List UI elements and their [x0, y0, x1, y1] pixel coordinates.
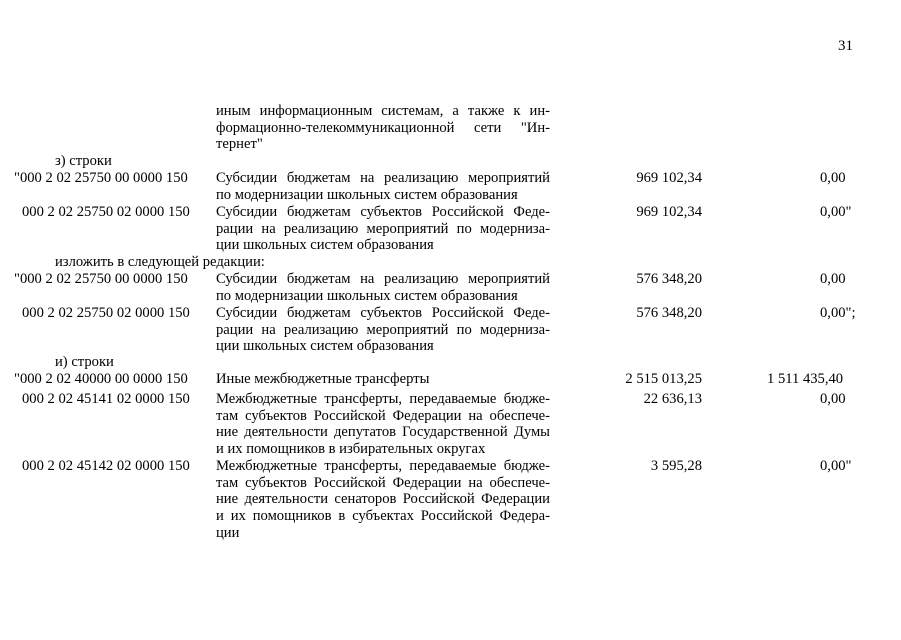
- row-description: Субсидии бюджетам на реализацию мероприятий по модернизации школьных систем образования: [216, 271, 550, 304]
- section-z-label: з) строки: [55, 153, 112, 169]
- row-value-1: 576 348,20: [636, 271, 702, 287]
- row-code: 000 2 02 25750 02 0000 150: [22, 305, 190, 321]
- row-code: "000 2 02 25750 00 0000 150: [14, 271, 188, 287]
- row-value-2: 0,00": [820, 204, 852, 220]
- row-value-2: 0,00: [820, 271, 846, 287]
- row-value-1: 22 636,13: [643, 391, 702, 407]
- row-code: 000 2 02 25750 02 0000 150: [22, 204, 190, 220]
- row-value-2: 0,00": [820, 458, 852, 474]
- new-edition-label: изложить в следующей редакции:: [55, 254, 265, 270]
- row-value-1: 2 515 013,25: [625, 371, 702, 387]
- row-value-2: 0,00";: [820, 305, 856, 321]
- row-code: "000 2 02 40000 00 0000 150: [14, 371, 188, 387]
- row-description: Субсидии бюджетам субъектов Российской Феде- рации на реализацию мероприятий по модерниза- ции школьных систем образования: [216, 305, 550, 355]
- row-description: Иные межбюджетные трансферты: [216, 371, 430, 387]
- intro-text: иным информационным системам, а также к ин- формационно-телекоммуникационной сети "Ин- тернет": [216, 103, 550, 153]
- row-value-2: 0,00: [820, 170, 846, 186]
- row-value-1: 3 595,28: [650, 458, 702, 474]
- row-value-1: 576 348,20: [636, 305, 702, 321]
- row-description: Межбюджетные трансферты, передаваемые бюдже- там субъектов Российской Федерации на обеспече- ние деятельности депутатов Государственной Думы и их помощников в избирательных округах: [216, 391, 550, 458]
- row-description: Субсидии бюджетам на реализацию мероприятий по модернизации школьных систем образования: [216, 170, 550, 203]
- row-description: Межбюджетные трансферты, передаваемые бюдже- там субъектов Российской Федерации на обеспече- ние деятельности сенаторов Российской Федерации и их помощников в субъектах Российской Федера- ции: [216, 458, 550, 541]
- row-value-1: 969 102,34: [636, 170, 702, 186]
- row-value-2: 1 511 435,40: [767, 371, 844, 387]
- page-number: 31: [838, 38, 853, 54]
- row-description: Субсидии бюджетам субъектов Российской Феде- рации на реализацию мероприятий по модерниза- ции школьных систем образования: [216, 204, 550, 254]
- row-value-2: 0,00: [820, 391, 846, 407]
- row-code: "000 2 02 25750 00 0000 150: [14, 170, 188, 186]
- row-code: 000 2 02 45142 02 0000 150: [22, 458, 190, 474]
- row-value-1: 969 102,34: [636, 204, 702, 220]
- row-code: 000 2 02 45141 02 0000 150: [22, 391, 190, 407]
- section-i-label: и) строки: [55, 354, 114, 370]
